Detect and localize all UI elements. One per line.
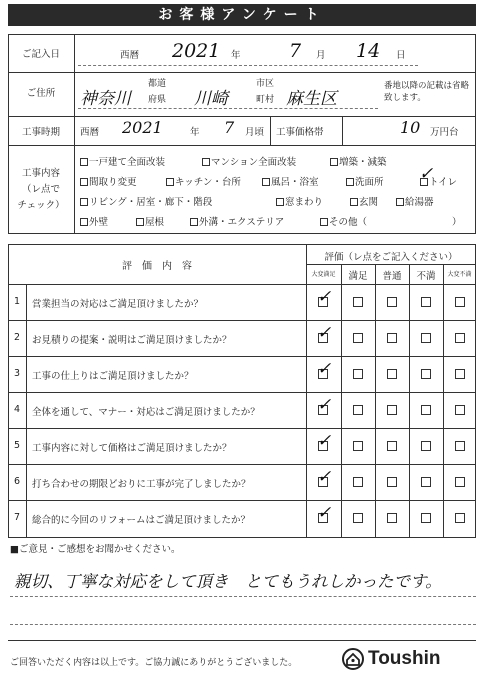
checkmark-icon: ✓ bbox=[317, 395, 332, 415]
brand-name: Toushin bbox=[368, 648, 441, 669]
checkbox[interactable] bbox=[80, 198, 88, 206]
content-option-0-1[interactable]: マンション全面改装 bbox=[202, 154, 296, 168]
rating-checkbox[interactable] bbox=[455, 477, 465, 487]
date-year-unit: 年 bbox=[231, 50, 241, 61]
price-unit: 万円台 bbox=[430, 127, 459, 138]
period-era: 西暦 bbox=[80, 127, 100, 138]
checkmark-icon: ✓ bbox=[317, 287, 332, 307]
content-option-2-1[interactable]: 窓まわり bbox=[276, 194, 323, 208]
rating-checkbox[interactable] bbox=[421, 333, 431, 343]
checkbox[interactable] bbox=[346, 178, 354, 186]
scale-very-satisfied: 大変満足 bbox=[311, 271, 336, 278]
rating-checkbox[interactable] bbox=[455, 441, 465, 451]
checkbox[interactable] bbox=[262, 178, 270, 186]
content-option-3-0[interactable]: 外壁 bbox=[80, 214, 108, 228]
price-value: 10 bbox=[400, 118, 421, 137]
question-number: 5 bbox=[13, 440, 21, 451]
address-city-unit-2: 町村 bbox=[256, 95, 275, 105]
content-option-1-4[interactable]: トイレ bbox=[420, 174, 457, 188]
address-city-value: 川崎 bbox=[194, 89, 228, 109]
checkmark-icon: ✓ bbox=[317, 431, 332, 451]
content-option-3-2[interactable]: 外溝・エクステリア bbox=[190, 214, 284, 228]
address-area-value: 麻生区 bbox=[286, 89, 337, 109]
content-label-line-2: （レ点で bbox=[21, 184, 60, 195]
rating-checkbox[interactable] bbox=[387, 513, 397, 523]
content-option-3-1[interactable]: 屋根 bbox=[136, 214, 164, 228]
question-number: 3 bbox=[13, 368, 21, 379]
period-year-value: 2021 bbox=[122, 118, 163, 137]
rating-checkbox[interactable] bbox=[387, 405, 397, 415]
period-month-unit: 月頃 bbox=[245, 127, 265, 138]
content-option-2-0[interactable]: リビング・居室・廊下・階段 bbox=[80, 194, 212, 208]
rating-checkbox[interactable] bbox=[455, 405, 465, 415]
question-number: 4 bbox=[13, 404, 21, 415]
rating-checkbox[interactable] bbox=[387, 477, 397, 487]
brand-logo-icon bbox=[342, 648, 364, 670]
rating-checkbox[interactable] bbox=[455, 297, 465, 307]
question-text: 打ち合わせの期限どおりに工事が完了しましたか？ bbox=[32, 479, 251, 490]
content-label-line-1: 工事内容 bbox=[21, 168, 60, 179]
checkbox[interactable] bbox=[202, 158, 210, 166]
checkbox[interactable] bbox=[330, 158, 338, 166]
scale-normal: 普通 bbox=[382, 271, 402, 282]
content-option-1-1[interactable]: キッチン・台所 bbox=[166, 174, 241, 188]
survey-title: お客様アンケート bbox=[8, 4, 476, 26]
checkmark-icon: ✓ bbox=[317, 323, 332, 343]
content-option-1-2[interactable]: 風呂・浴室 bbox=[262, 174, 319, 188]
rating-checkbox[interactable] bbox=[421, 441, 431, 451]
checkbox[interactable] bbox=[80, 158, 88, 166]
rating-checkbox[interactable] bbox=[455, 369, 465, 379]
rating-checkbox[interactable] bbox=[353, 405, 363, 415]
rating-checkbox[interactable] bbox=[421, 297, 431, 307]
content-option-1-0[interactable]: 間取り変更 bbox=[80, 174, 137, 188]
rating-checkbox[interactable] bbox=[353, 441, 363, 451]
question-text: 工事内容に対して価格はご満足頂けましたか？ bbox=[32, 443, 232, 454]
checkbox[interactable] bbox=[166, 178, 174, 186]
content-option-0-0[interactable]: 一戸建て全面改装 bbox=[80, 154, 165, 168]
rating-checkbox[interactable] bbox=[421, 513, 431, 523]
checkbox[interactable] bbox=[276, 198, 284, 206]
address-city-unit-1: 市区 bbox=[256, 79, 275, 89]
address-note: 番地以降の記載は省略致します。 bbox=[384, 81, 470, 103]
rating-checkbox[interactable] bbox=[455, 333, 465, 343]
question-text: お見積りの提案・説明はご満足頂けましたか？ bbox=[32, 335, 232, 346]
date-month-value: 7 bbox=[289, 40, 302, 62]
rating-checkbox[interactable] bbox=[421, 369, 431, 379]
question-text: 工事の仕上りはご満足頂けましたか？ bbox=[32, 371, 194, 382]
content-option-0-2[interactable]: 増築・減築 bbox=[330, 154, 387, 168]
checkmark-icon: ✓ bbox=[317, 359, 332, 379]
address-label: ご住所 bbox=[26, 88, 56, 99]
rating-checkbox[interactable] bbox=[387, 333, 397, 343]
scale-satisfied: 満足 bbox=[348, 271, 368, 282]
price-label: 工事価格帯 bbox=[276, 127, 324, 138]
rating-checkbox[interactable] bbox=[353, 297, 363, 307]
checkmark-icon: ✓ bbox=[317, 503, 332, 523]
scale-very-dissatisfied: 大変不満 bbox=[447, 271, 472, 278]
date-year-value: 2021 bbox=[172, 40, 221, 62]
question-number: 1 bbox=[13, 296, 21, 307]
content-option-2-3[interactable]: 給湯器 bbox=[396, 194, 434, 208]
question-number: 6 bbox=[13, 476, 21, 487]
rating-checkbox[interactable] bbox=[421, 477, 431, 487]
checkbox[interactable] bbox=[320, 218, 328, 226]
rating-checkbox[interactable] bbox=[353, 513, 363, 523]
address-pref-unit-1: 都道 bbox=[148, 79, 167, 89]
content-option-1-3[interactable]: 洗面所 bbox=[346, 174, 384, 188]
date-month-unit: 月 bbox=[316, 50, 326, 61]
date-era: 西暦 bbox=[120, 50, 140, 61]
scale-dissatisfied: 不満 bbox=[416, 271, 436, 282]
period-year-unit: 年 bbox=[190, 127, 200, 138]
rating-checkbox[interactable] bbox=[421, 405, 431, 415]
checkbox[interactable] bbox=[396, 198, 404, 206]
opinion-text: 親切、丁寧な対応をして頂き とてもうれしかったです。 bbox=[14, 572, 442, 591]
opinion-label: ■ご意見・ご感想をお聞かせください。 bbox=[10, 544, 181, 555]
date-day-value: 14 bbox=[356, 40, 381, 62]
rating-checkbox[interactable] bbox=[387, 369, 397, 379]
question-text: 営業担当の対応はご満足頂けましたか？ bbox=[32, 299, 204, 310]
period-month-value: 7 bbox=[224, 118, 235, 137]
rating-checkbox[interactable] bbox=[353, 333, 363, 343]
evaluation-table bbox=[8, 244, 476, 538]
toilet-checkmark-icon: ✓ bbox=[419, 164, 434, 184]
question-number: 2 bbox=[13, 332, 21, 343]
evaluation-header: 評 価 内 容 bbox=[122, 261, 192, 272]
question-text: 総合的に今回のリフォームはご満足頂けましたか？ bbox=[32, 515, 251, 526]
rating-checkbox[interactable] bbox=[387, 297, 397, 307]
date-label: ご記入日 bbox=[21, 49, 60, 60]
question-text: 全体を通して、マナー・対応はご満足頂けましたか？ bbox=[32, 407, 260, 418]
content-option-2-2[interactable]: 玄関 bbox=[350, 194, 378, 208]
rating-checkbox[interactable] bbox=[455, 513, 465, 523]
address-pref-unit-2: 府県 bbox=[148, 95, 167, 105]
footer-thanks: ご回答いただく内容は以上です。ご協力誠にありがとうございました。 bbox=[10, 658, 298, 668]
content-option-3-3[interactable]: その他（ bbox=[320, 214, 367, 228]
period-label: 工事時期 bbox=[21, 127, 60, 138]
rating-header: 評価（レ点をご記入ください） bbox=[324, 252, 458, 263]
content-label bbox=[8, 166, 74, 214]
content-label-line-3: チェック） bbox=[17, 200, 65, 211]
date-day-unit: 日 bbox=[396, 50, 406, 61]
rating-checkbox[interactable] bbox=[387, 441, 397, 451]
content-option-3-4-close: ） bbox=[452, 217, 462, 228]
checkmark-icon: ✓ bbox=[317, 467, 332, 487]
question-number: 7 bbox=[13, 512, 21, 523]
checkbox[interactable] bbox=[136, 218, 144, 226]
checkbox[interactable] bbox=[190, 218, 198, 226]
checkbox[interactable] bbox=[350, 198, 358, 206]
rating-checkbox[interactable] bbox=[353, 477, 363, 487]
address-pref-value: 神奈川 bbox=[80, 89, 131, 109]
rating-checkbox[interactable] bbox=[353, 369, 363, 379]
checkbox[interactable] bbox=[80, 218, 88, 226]
checkbox[interactable] bbox=[80, 178, 88, 186]
